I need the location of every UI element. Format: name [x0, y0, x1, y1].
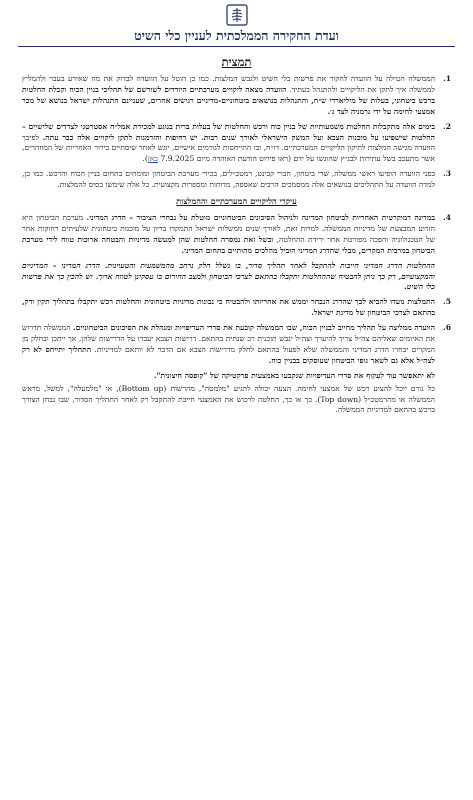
paragraph-text: הממשלה הטילה על הוועדה לחקור את פרשות כלי השיט ולגבש המלצות. כמו כן הוטל על הוועדה לבדוק את מה שאירע בעבר ולהמליץ לממשלה איך לתקן את הליקויים ולהתנהל בעתיד.	[22, 74, 435, 94]
section-heading: עיקרי הליקויים המערכתיים וההמלצות	[176, 196, 297, 207]
header-divider	[18, 46, 455, 47]
document-body	[22, 74, 451, 418]
paragraph-bold-text: בימים אלה מתקבלות החלטות משמעותיות של בניין כוח ורכש והחלטות של בעלות ברית בנוגע למכירת אמל״ח אסטרטגי לצדדים שלישיים – החלטות שישפיעו על מוכנות הצבא ועל המשק הישראלי לאורך שנים רבות. יש דחיפות והזדמנות לתקן ליקויים אלה כבר עתה.	[22, 121, 435, 142]
paragraph-number: 1.	[443, 74, 451, 83]
committee-header: ועדת החקירה הממלכתית לעניין כלי השיט	[134, 28, 339, 43]
closing-bold-paragraph: לא יתאפשר עוד לעקוף את סדרי העדיפויות שנקבעו באמצעות פרקטיקה של "קופסה חיצונית".	[153, 370, 435, 380]
paragraph-number: 6.	[443, 323, 451, 333]
paragraph-2	[22, 122, 451, 166]
closing-paragraph: כל גורם יוכל להציע רכש של אמצעי לחימה. הצעה יכולה להגיע "מלמטה", מהרשות (Bottom up), או "מלמעלה", למשל, מראש הממשלה או מהרמטכ״ל (Top down). כך או כך, החלטה לרכוש את האמצעי חייבת להתקבל רק לאחר התהליך הסדור, שבו נבחן הצורך ברכש בהתאם למדיניות הממשלה.	[22, 383, 435, 415]
paragraph-3	[22, 169, 451, 191]
paragraph-bold-text: הוועדה מצאה ליקויים מערכתיים היורדים לשורשם של תהליכי בניין הכוח וקבלת החלטות ברכש ביטחוני, בעלות של מיליארדי ש״ח, והתנהלות בנושאים ביטחוניים-מדיניים רגישים אחרים, שעניינם התנהלות ישראל בנושא של מכר אמצעי לחימה על ידי גרמניה לצד ג׳.	[22, 84, 435, 116]
paragraph-number: 2.	[443, 121, 451, 131]
paragraph-bold-text: התמלצות נועדו להביא לכך שהדרג הנבחר יממש את אחריותו ולהבטיח כי נבונות מדיניות ביטחונית והחלטות רכש יתקבלו בתהליך תקין ודק, בהתאם לצרכי הביטחון של מדינת ישראל.	[22, 297, 435, 318]
paragraph-number: 3.	[443, 169, 451, 179]
details-link[interactable]: כאן	[147, 154, 159, 164]
paragraph-tail: ).	[142, 154, 148, 164]
paragraph-text: מערכת הביטחון היא הזרוע המבצעת של מדיניות הממשלה. למרות זאת, לאורך שנים ממשלות ישראל התמקדו בדיון על מוכנות ביטחונית שלעיתים רחוקות אחר של הטכנולוגיה והפכה מפורטת אחר ירידת ההחלטה,	[22, 212, 435, 244]
paragraph-text: בפני הוועדה הופיעו ראשי ממשלה, שרי ביטחון, חברי קבינט, רמטכ״לים, בכירי מערכת הביטחון ומומחים בתחום בניין הכוח והרכש. כמו כן, למדה הוועדה על התהליכים בנושאים אלה ממסמכים הרבים שאספה, מדוחות ומספרות מקצועית. כל אלה שימשו בסיס להמלצות.	[22, 169, 435, 190]
paragraph-bold-text-2: התהליך יתייחס לא רק לצה״ל אלא גם לשאר גופי הביטחון שעוסקים בבניין כוח.	[22, 344, 435, 365]
italic-note: ההחלטות הדרג המדיני חייבות להתקבל לאחר תהליך סדור, בו נשלל חלק נרחב מהמשמעות והטעוינות. הדרג המדיני – המדיניים והמקצועיים, רק כך ניתן להבטיח שההחלטות יתקבלו בהתאם לצרכי הביטחון ולמצב החירום בו עסקינן לטווח ארוך. יש להכין כך את פרשות כלי השיט.	[22, 260, 435, 292]
paragraph-6	[22, 323, 451, 367]
paragraph-4	[22, 213, 451, 257]
paragraph-bold-text: במדינה דמוקרטית האחריות לביטחון המדינה ולניהול הסיכונים הביטחוניים מוטלת על נבחרי הציבור – הדרג המדיני.	[86, 212, 435, 222]
paragraph-5	[22, 297, 451, 319]
summary-title: תמצית	[221, 55, 252, 69]
paragraph-1	[22, 74, 451, 118]
paragraph-text: הממשלה תדרוש את האיומים שאליהם צה״ל צריך להיערך וצה״ל יגבש תוכנית רב שנתית בהתאם. דרישות הצבא יעברו על הדרישות שלהן, אך ייתכן ובחלק מן המקרים יבחרו הדרג המדיני והממשלה שלא לפעול בהתאם לחלק מדרישות הצבא אם הדבר לא יותאם למדיניות.	[22, 323, 435, 354]
paragraph-bold-text-2: ובשל זאת נמסרה החלטות שהן למעשה מדיניות והבטחה ארוכות טווח לידי מערכת הביטחון במרבית המקרים, מבלי שהדרג המדיני הוביל מהלכים מהותיים בתחום המדיני.	[22, 234, 435, 255]
paragraph-number: 5.	[443, 297, 451, 307]
paragraph-text: לפיכך הוועדה מגישה המלצות לתיקון הליקויים המערכתיים. דו״ח, ובו התייחסות לגורמים אישיים, יוגש לאחר שיסתיים בירור האחריות של המוזהרים, אשר מתעכב בשל עתירות לבג״ץ שהוגשו על ידם (ראו פירוט הודעת האוהדה מיום 7.9.2025	[22, 132, 435, 164]
state-emblem-icon	[225, 4, 249, 26]
paragraph-bold-text: הוועדה ממליצה על תהליך מחייב לבניין הכוח, שבו הממשלה קובעת את סדרי העדיפויות ומנהלת את הסיכונים הביטחוניים.	[72, 323, 435, 333]
paragraph-number: 4.	[443, 212, 451, 222]
